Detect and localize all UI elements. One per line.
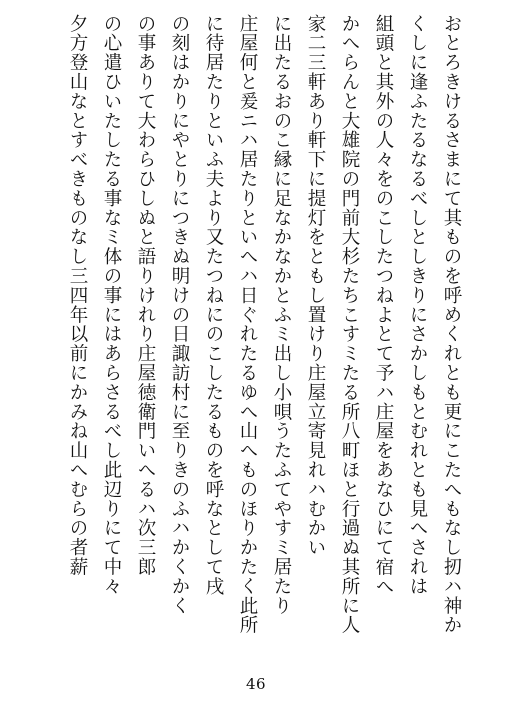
text-column-1: おとろきけるさまにて其ものを呼めくれとも更にこたへもなし扨ハ神か	[441, 14, 462, 635]
text-column-11: の心遣ひいたしたる事なミ体の事にはあらさるべし此辺りにて中々	[101, 14, 122, 596]
text-column-9: の刻はかりにやとりにつきぬ明けの日諏訪村に至りきのふハかくかく	[169, 14, 190, 616]
text-column-7: 庄屋何と爰ニハ居たりといへハ日ぐれたるゆへ山へものほりかたく此所	[237, 14, 258, 635]
text-column-12: 夕方登山なとすべきものなし三四年以前にかみね山へむらの者薪	[67, 14, 88, 577]
text-column-5: 家二三軒あり軒下に提灯をともし置けり庄屋立寄見れハむかい	[305, 14, 326, 558]
vertical-text-block	[60, 14, 468, 635]
text-column-2: くしに逢ふたるなるべしとしきりにさかしもとむれとも見へされは	[407, 14, 428, 596]
text-column-4: かへらんと大雄院の門前大杉たちこすミたる所八町ほと行過ぬ其所に人	[339, 14, 360, 635]
text-column-8: に待居たりといふ夫より又たつねにのこしたるものを呼なとして戌	[203, 14, 224, 596]
page-number: 46	[245, 675, 267, 693]
text-column-10: の事ありて大わらひしぬと語りけれり庄屋徳衛門いへるハ次三郎	[135, 14, 156, 577]
text-column-3: 組頭と其外の人々をのこしたつねよとて予ハ庄屋をあなひにて宿へ	[373, 14, 394, 596]
text-column-6: に出たるおのこ縁に足なかなかとふミ出し小唄うたふてやすミ居たり	[271, 14, 292, 616]
